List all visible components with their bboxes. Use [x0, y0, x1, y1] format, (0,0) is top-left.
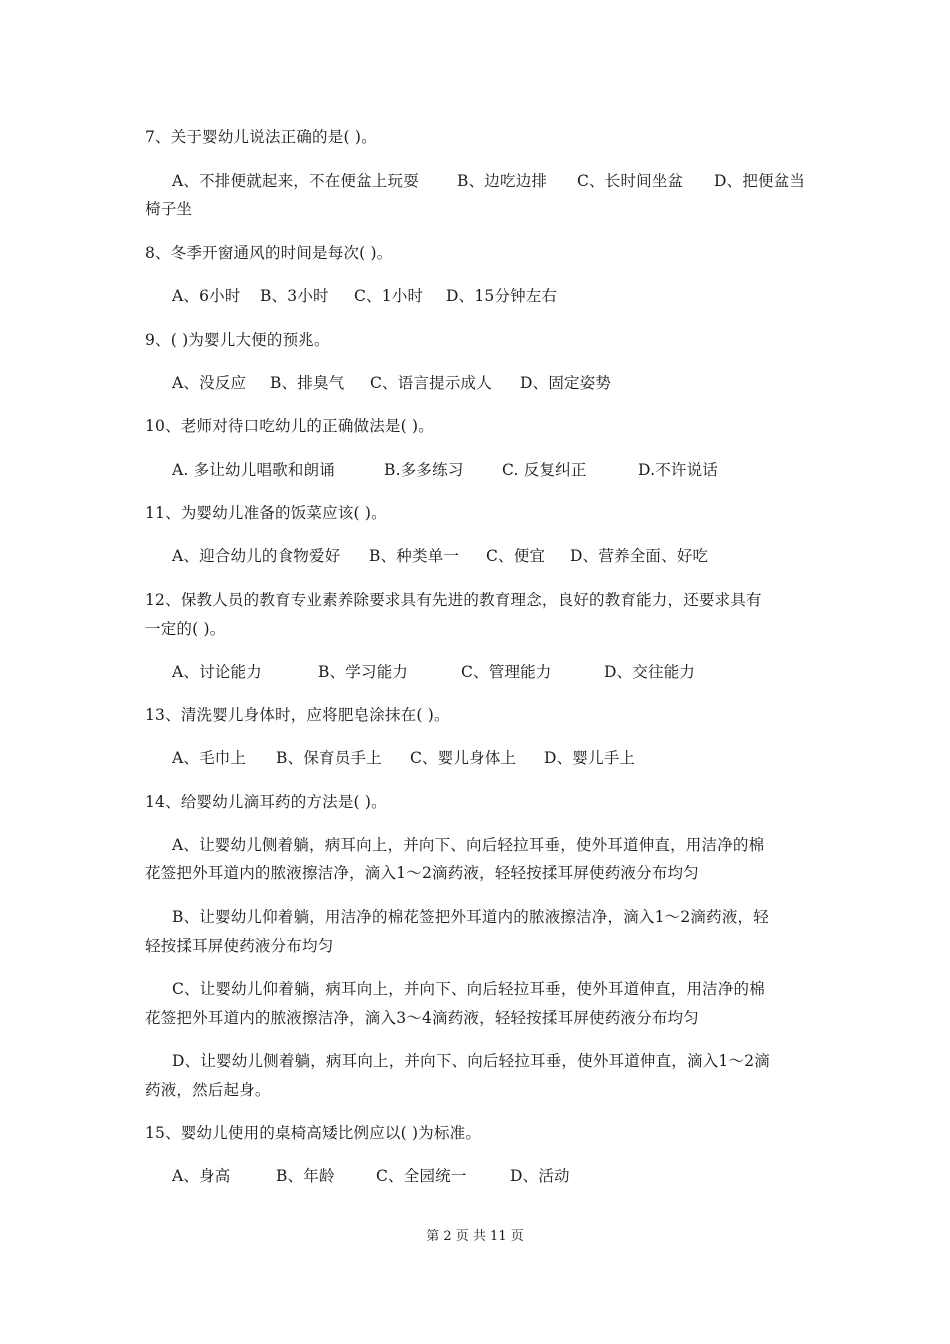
question-8-option-d: D、15分钟左右: [446, 287, 558, 305]
question-15-option-a: A、身高: [172, 1167, 231, 1185]
question-7-option-c: C、长时间坐盆: [577, 172, 684, 190]
question-9-option-c: C、语言提示成人: [370, 374, 492, 392]
question-14-option-a: A、让婴幼儿侧着躺，病耳向上，并向下、向后轻拉耳垂，使外耳道伸直，用洁净的棉: [172, 836, 765, 854]
question-12-options: [172, 662, 695, 682]
question-12-option-d: D、交往能力: [604, 663, 696, 681]
question-11-stem: 11、为婴幼儿准备的饭菜应该( )。: [145, 504, 387, 522]
question-15-stem: 15、婴幼儿使用的桌椅高矮比例应以( )为标准。: [145, 1124, 482, 1142]
question-15-option-b: B、年龄: [276, 1167, 335, 1185]
question-8-option-c: C、1小时: [354, 287, 424, 305]
question-8-option-a: A、6小时: [172, 287, 241, 305]
question-13-option-b: B、保育员手上: [276, 749, 382, 767]
question-10-options: [172, 460, 718, 480]
question-12-option-a: A、讨论能力: [172, 663, 262, 681]
question-11-options: [172, 546, 708, 566]
question-10-option-b: B.多多练习: [384, 461, 464, 479]
question-14-option-d-continued: 药液，然后起身。: [145, 1081, 271, 1099]
question-7-options: [172, 171, 805, 191]
question-15-option-d: D、活动: [510, 1167, 570, 1185]
question-8-options: [172, 286, 557, 306]
question-15-options: [172, 1166, 570, 1186]
question-14-option-b-continued: 轻按揉耳屏使药液分布均匀: [145, 937, 334, 955]
question-7-option-a: A、不排便就起来，不在便盆上玩耍: [172, 172, 419, 190]
question-7-option-d-continued: 椅子坐: [145, 200, 193, 218]
question-11-option-a: A、迎合幼儿的食物爱好: [172, 547, 341, 565]
question-14-option-b: B、让婴幼儿仰着躺，用洁净的棉花签把外耳道内的脓液擦洁净，滴入1～2滴药液，轻: [172, 908, 769, 926]
question-9-stem: 9、( )为婴儿大便的预兆。: [145, 331, 330, 349]
question-10-stem: 10、老师对待口吃幼儿的正确做法是( )。: [145, 417, 434, 435]
question-8-stem: 8、冬季开窗通风的时间是每次( )。: [145, 244, 393, 262]
question-13-option-d: D、婴儿手上: [544, 749, 636, 767]
question-10-option-a: A. 多让幼儿唱歌和朗诵: [172, 461, 335, 479]
question-11-option-d: D、营养全面、好吃: [570, 547, 709, 565]
question-12-option-b: B、学习能力: [318, 663, 409, 681]
question-9-option-b: B、排臭气: [270, 374, 345, 392]
question-8-option-b: B、3小时: [260, 287, 329, 305]
question-15-option-c: C、全园统一: [376, 1167, 467, 1185]
question-12-stem-continued: 一定的( )。: [145, 620, 226, 638]
question-12-stem: 12、保教人员的教育专业素养除要求具有先进的教育理念，良好的教育能力，还要求具有: [145, 591, 762, 609]
question-14-option-d: D、让婴幼儿侧着躺，病耳向上，并向下、向后轻拉耳垂，使外耳道伸直，滴入1～2滴: [172, 1052, 770, 1070]
question-7-option-d: D、把便盆当: [714, 172, 806, 190]
question-14-option-c: C、让婴幼儿仰着躺，病耳向上，并向下、向后轻拉耳垂，使外耳道伸直，用洁净的棉: [172, 980, 765, 998]
question-10-option-d: D.不许说话: [638, 461, 719, 479]
question-13-options: [172, 748, 635, 768]
question-7-stem: 7、关于婴幼儿说法正确的是( )。: [145, 128, 377, 146]
question-10-option-c: C. 反复纠正: [502, 461, 587, 479]
question-13-option-a: A、毛巾上: [172, 749, 247, 767]
question-14-option-c-continued: 花签把外耳道内的脓液擦洁净，滴入3～4滴药液，轻轻按揉耳屏使药液分布均匀: [145, 1009, 699, 1027]
question-12-option-c: C、管理能力: [461, 663, 552, 681]
question-13-stem: 13、清洗婴儿身体时，应将肥皂涂抹在( )。: [145, 706, 450, 724]
page-number-footer: 第 2 页 共 11 页: [426, 1229, 524, 1244]
question-11-option-b: B、种类单一: [369, 547, 460, 565]
question-14-stem: 14、给婴幼儿滴耳药的方法是( )。: [145, 793, 387, 811]
question-11-option-c: C、便宜: [486, 547, 546, 565]
question-9-options: [172, 373, 611, 393]
question-13-option-c: C、婴儿身体上: [410, 749, 517, 767]
question-9-option-d: D、固定姿势: [520, 374, 612, 392]
question-7-option-b: B、边吃边排: [457, 172, 548, 190]
question-9-option-a: A、没反应: [172, 374, 247, 392]
question-14-option-a-continued: 花签把外耳道内的脓液擦洁净，滴入1～2滴药液，轻轻按揉耳屏使药液分布均匀: [145, 864, 699, 882]
